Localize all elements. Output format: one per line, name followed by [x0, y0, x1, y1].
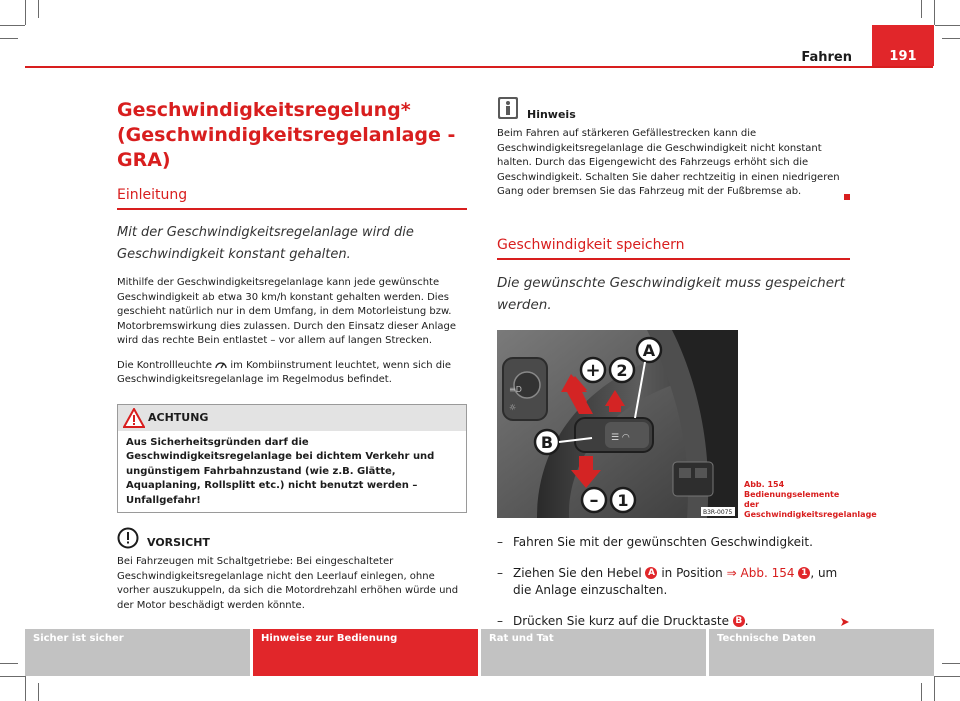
ref-badge-a: A [645, 567, 657, 579]
ref-badge-b: B [733, 615, 745, 627]
left-column [117, 98, 467, 613]
step-1: – Fahren Sie mit der gewünschten Geschwindigkeit. [497, 535, 813, 549]
section-end-mark [844, 194, 850, 200]
warning-box-header [118, 405, 466, 431]
footer-tab-bedienung[interactable]: Hinweise zur Bedienung [253, 629, 478, 676]
label-a: A [642, 341, 656, 360]
footer-tab-rat[interactable]: Rat und Tat [481, 629, 706, 676]
figure-link-154[interactable]: ⇒ Abb. 154 [726, 566, 795, 580]
crop-mark [921, 0, 922, 18]
lead-text-speichern: Die gewünschte Geschwindigkeit muss gespeichert werden. [497, 275, 845, 313]
crop-mark [921, 683, 922, 701]
crop-mark [38, 0, 39, 18]
crop-mark [0, 25, 25, 26]
note-info-icon [497, 96, 519, 120]
note-header [497, 96, 850, 124]
step-2: – Ziehen Sie den Hebel A in Position ⇒ Abb. 154 1 , um die Anlage einzuschalten. [497, 566, 838, 597]
step-1-text: Fahren Sie mit der gewünschten Geschwindigkeit. [513, 535, 813, 549]
step-2-text-c: , um die Anlage einzuschalten. [513, 566, 838, 597]
steering-lever-photo [497, 330, 738, 518]
warning-triangle-icon [123, 408, 145, 428]
label-one: 1 [617, 491, 629, 510]
paragraph-intro: Mithilfe der Geschwindigkeitsregelanlage kann jede gewünschte Geschwindigkeit ab etwa 30 km/h konstant gehalten werden. Dies geschieht natürlich nur in dem Umfang, in dem Motorleistung bzw. Motorbremswirkung dies zulassen. Durch den Einsatz dieser Anlage wird das rechte Bein entlastet – vor allem auf langen Strecken. [117, 277, 457, 346]
crop-mark [942, 38, 960, 39]
warning-text: Aus Sicherheitsgründen darf die Geschwindigkeitsregelanlage bei dichtem Verkehr und ungünstigem Fahrbahnzustand (wie z.B. Glätte, Aquaplaning, Rollsplitt etc.) nicht benutzt werden – Unfallgefahr! [126, 436, 435, 506]
step-3-text-a: Drücken Sie kurz auf die Drucktaste [513, 614, 729, 628]
step-2-text-a: Ziehen Sie den Hebel [513, 566, 642, 580]
step-3: – Drücken Sie kurz auf die Drucktaste B . [497, 613, 850, 630]
right-column [497, 96, 877, 630]
step-2-text-b: in Position [661, 566, 723, 580]
crop-mark [935, 25, 960, 26]
paragraph-warning-light-pre: Die Kontrollleuchte [117, 359, 212, 371]
footer-nav [25, 629, 934, 676]
label-two: 2 [616, 361, 628, 380]
note-text-body: Beim Fahren auf stärkeren Gefällestrecken kann die Geschwindigkeitsregelanlage die Geschwindigkeit nicht konstant halten. Durch das Eigengewicht des Fahrzeugs erhöht sich die Geschwindigkeit. Schalten Sie daher rechtzeitig in einen niedrigeren Gang oder bremsen Sie das Fahrzeug mit der Fußbremse ab. [497, 128, 840, 197]
header-rule [25, 66, 933, 68]
crop-mark [935, 676, 960, 677]
svg-text:☼: ☼ [509, 403, 517, 412]
figure-code: B3R-0075 [703, 509, 733, 516]
footer-tab-technik[interactable]: Technische Daten [709, 629, 934, 676]
step-3-text-c: . [744, 614, 749, 628]
cruise-control-light-icon [215, 359, 227, 369]
caution-exclamation-icon [117, 527, 139, 549]
crop-mark [0, 38, 18, 39]
note-title: Hinweis [527, 108, 576, 121]
svg-text:☰ ◠: ☰ ◠ [611, 433, 630, 443]
warning-box [117, 404, 467, 514]
crop-mark [38, 683, 39, 701]
lead-text: Mit der Geschwindigkeitsregelanlage wird die Geschwindigkeit konstant gehalten. [117, 225, 414, 262]
paragraph-warning-light-post: im Kombiinstrument leuchtet, wenn sich die Geschwindigkeitsregelanlage im Regelmodus befindet. [117, 359, 452, 385]
page-number: 191 [889, 49, 917, 64]
svg-text:≡D: ≡D [509, 385, 522, 394]
crop-mark [934, 0, 935, 25]
figure-caption: Abb. 154 Bedienungselemente der Geschwindigkeitsregelanlage [744, 480, 877, 519]
note-text [497, 127, 850, 205]
section-heading-speichern: Geschwindigkeit speichern [497, 237, 850, 260]
caution-header [117, 527, 467, 555]
label-b: B [540, 433, 554, 452]
ref-badge-1: 1 [798, 567, 810, 579]
crop-mark [25, 0, 26, 25]
warning-title: ACHTUNG [148, 410, 209, 424]
figure-154 [497, 330, 877, 519]
chapter-title: Fahren [801, 50, 852, 65]
label-plus: + [585, 360, 601, 381]
label-minus: – [589, 490, 599, 511]
crop-mark [942, 663, 960, 664]
footer-tab-sicher[interactable]: Sicher ist sicher [25, 629, 250, 676]
continue-arrow-icon [840, 617, 850, 627]
paragraph-warning-light [117, 359, 467, 388]
crop-mark [0, 676, 25, 677]
caution-text: Bei Fahrzeugen mit Schaltgetriebe: Bei eingeschalteter Geschwindigkeitsregelanlage nicht den Leerlauf einlegen, ohne vorher auszukuppeln, da sich die Motordrehzahl erhöhen würde und der Motor beschädigt werden könnte. [117, 556, 459, 611]
section-heading-einleitung: Einleitung [117, 187, 467, 210]
crop-mark [934, 676, 935, 701]
caution-title: VORSICHT [147, 536, 210, 549]
crop-mark [0, 663, 18, 664]
main-title: Geschwindigkeitsregelung* (Geschwindigkeitsregelanlage - GRA) [117, 99, 456, 171]
crop-mark [25, 676, 26, 701]
